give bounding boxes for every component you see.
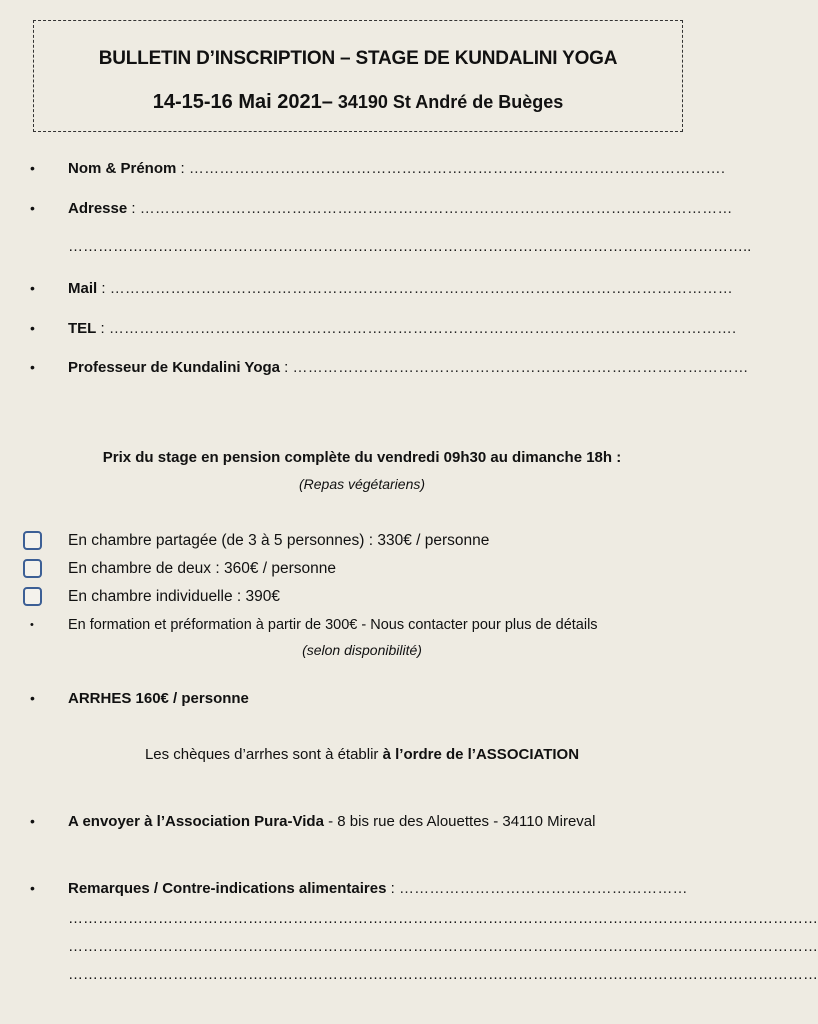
field-remarques[interactable] [68,880,688,897]
price-note: (Repas végétariens) [298,476,426,492]
cheques-text: Les chèques d’arrhes sont à établir [144,746,383,763]
field-adresse[interactable] [68,200,733,217]
field-sep: : [386,880,399,897]
field-dots: ………………………………………………… [398,880,688,897]
field-label: Adresse [68,200,128,217]
bullet: • [30,813,35,829]
field-dots: ……………………………………………………………………………………………. [188,160,726,177]
field-label: TEL [68,320,97,337]
event-location: 34190 St André de Buèges [332,92,564,112]
option-formation: En formation et préformation à partir de 300€ - Nous contacter pour plus de détails [68,617,598,633]
arrhes-label: ARRHES 160€ / personne [68,690,249,707]
envoi-label: A envoyer à l’Association Pura-Vida [68,813,324,830]
checkbox-chambre-individuelle[interactable] [23,587,42,606]
bullet: • [30,619,34,631]
bullet: • [30,690,35,706]
option-chambre-partagee: En chambre partagée (de 3 à 5 personnes) : 330€ / personne [68,532,490,549]
event-dates-location [34,91,682,114]
field-tel[interactable] [68,320,736,337]
header-box [33,20,683,132]
field-nom[interactable] [68,160,725,177]
bullet: • [30,880,35,896]
cheques-instruction [0,746,724,763]
field-sep: : [127,200,140,217]
field-professeur[interactable] [68,359,749,376]
bullet: • [30,280,35,296]
checkbox-chambre-partagee[interactable] [23,531,42,550]
field-label: Mail [68,280,98,297]
field-dots: …………………………………………………………………………………………………………… [109,280,733,297]
option-chambre-individuelle: En chambre individuelle : 390€ [68,588,280,605]
event-dates: 14-15-16 Mai 2021– [152,91,333,113]
field-mail[interactable] [68,280,733,297]
bullet: • [30,160,35,176]
bullet: • [30,320,35,336]
field-sep: : [176,160,189,177]
field-sep: : [96,320,109,337]
checkbox-chambre-deux[interactable] [23,559,42,578]
formation-note: (selon disponibilité) [302,642,422,658]
price-heading: Prix du stage en pension complète du vendredi 09h30 au dimanche 18h : [102,449,622,466]
bullet: • [30,200,35,216]
field-label: Professeur de Kundalini Yoga [68,359,280,376]
page-title: BULLETIN D’INSCRIPTION – STAGE DE KUNDALINI YOGA [98,48,618,69]
field-sep: : [97,280,110,297]
remarques-line[interactable]: …………………………………………………………………………………………………………………………………… [68,966,818,983]
bullet: • [30,359,35,375]
field-dots: ……………………………………………………………………………………………………………. [108,320,737,337]
envoi-address-block [68,813,595,830]
field-sep: : [280,359,293,376]
remarques-line[interactable]: …………………………………………………………………………………………………………………………………… [68,938,818,955]
remarques-line[interactable]: …………………………………………………………………………………………………………………………………… [68,910,818,927]
field-adresse-line2[interactable]: ……………………………………………………………………………………………………………………….. [68,238,752,255]
option-chambre-deux: En chambre de deux : 360€ / personne [68,560,336,577]
field-label: Nom & Prénom [68,160,177,177]
envoi-address: - 8 bis rue des Alouettes - 34110 Mireval [323,813,596,830]
cheques-order: à l’ordre de l’ASSOCIATION [382,746,580,763]
field-label: Remarques / Contre-indications alimentaires [68,880,387,897]
field-dots: ……………………………………………………………………………… [292,359,749,376]
field-dots: ……………………………………………………………………………………………………… [139,200,733,217]
